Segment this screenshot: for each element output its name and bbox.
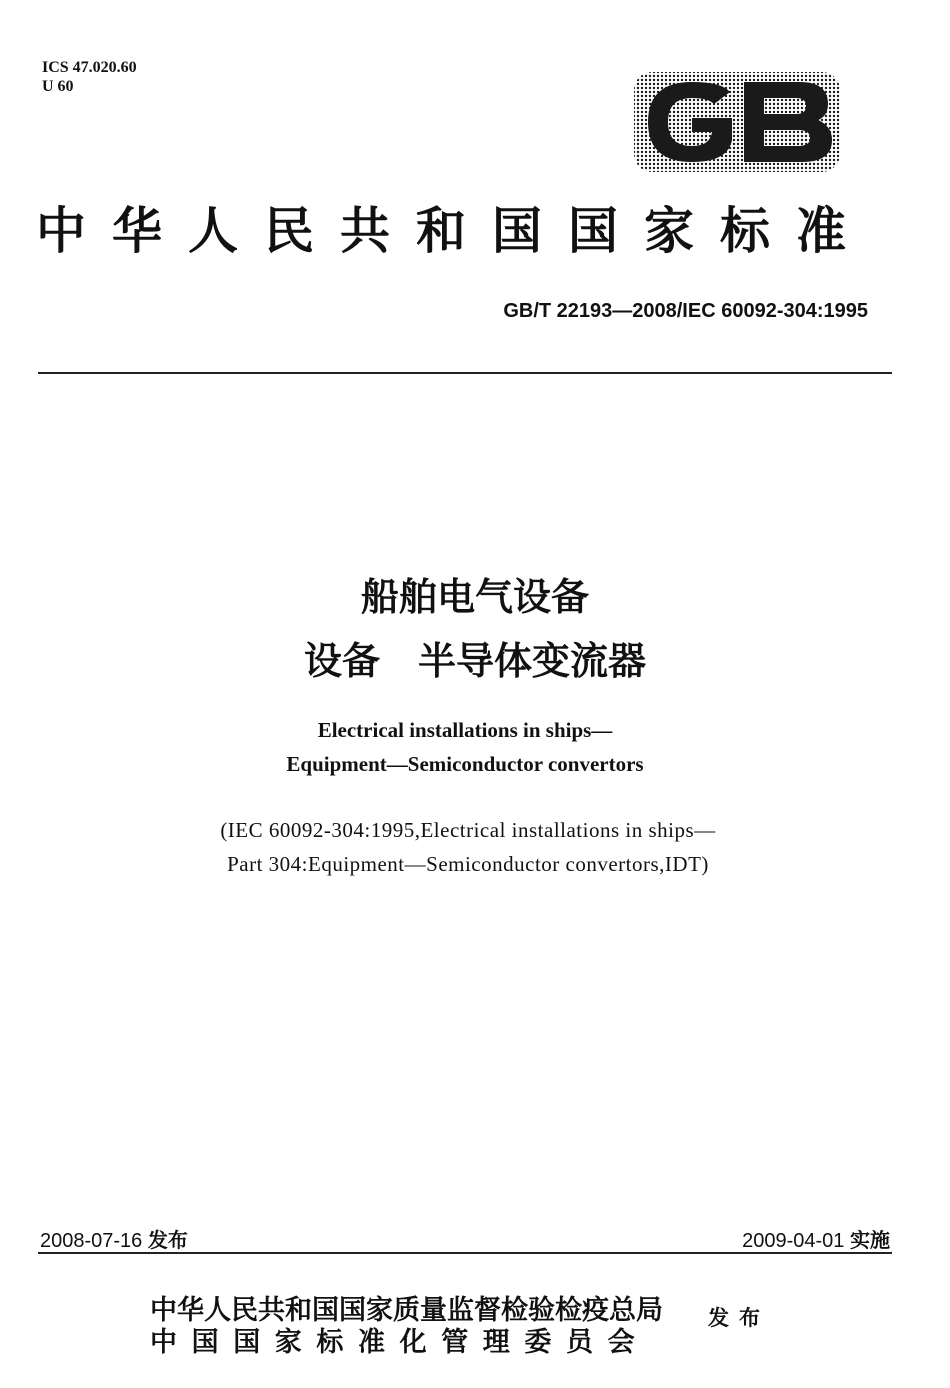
standard-number: GB/T 22193—2008/IEC 60092-304:1995 (503, 300, 868, 322)
ccs-code: U 60 (42, 78, 74, 95)
implement-date-block (742, 1224, 890, 1253)
english-title-line-1: Electrical installations in ships— (317, 718, 613, 742)
ics-code: ICS 47.020.60 (42, 59, 137, 76)
issue-label: 发布 (708, 1306, 770, 1330)
publish-date-block (40, 1224, 188, 1253)
implement-date: 2009-04-01 (742, 1230, 845, 1252)
chinese-title-line-1: 船舶电气设备 (360, 575, 589, 619)
chinese-title-line-2: 设备 半导体变流器 (303, 639, 646, 683)
english-title-line-2: Equipment—Semiconductor convertors (286, 752, 644, 776)
publish-date: 2008-07-16 (40, 1230, 143, 1252)
iec-reference-line-2: Part 304:Equipment—Semiconductor convertors,IDT) (227, 852, 709, 876)
publisher-line-2: 中国国家标准化管理委员会 (150, 1327, 650, 1358)
gb-standard-logo-icon (632, 70, 842, 174)
publisher-line-1: 中华人民共和国国家质量监督检验检疫总局 (150, 1295, 663, 1326)
national-standard-title: 中华人民共和国国家标准 (36, 201, 872, 260)
iec-reference-line-1: (IEC 60092-304:1995,Electrical installations in ships— (220, 818, 716, 842)
implement-label: 实施 (850, 1228, 890, 1252)
header-divider (38, 372, 892, 374)
footer-divider (38, 1252, 892, 1254)
publish-label: 发布 (147, 1228, 188, 1252)
classification-codes (42, 58, 137, 96)
